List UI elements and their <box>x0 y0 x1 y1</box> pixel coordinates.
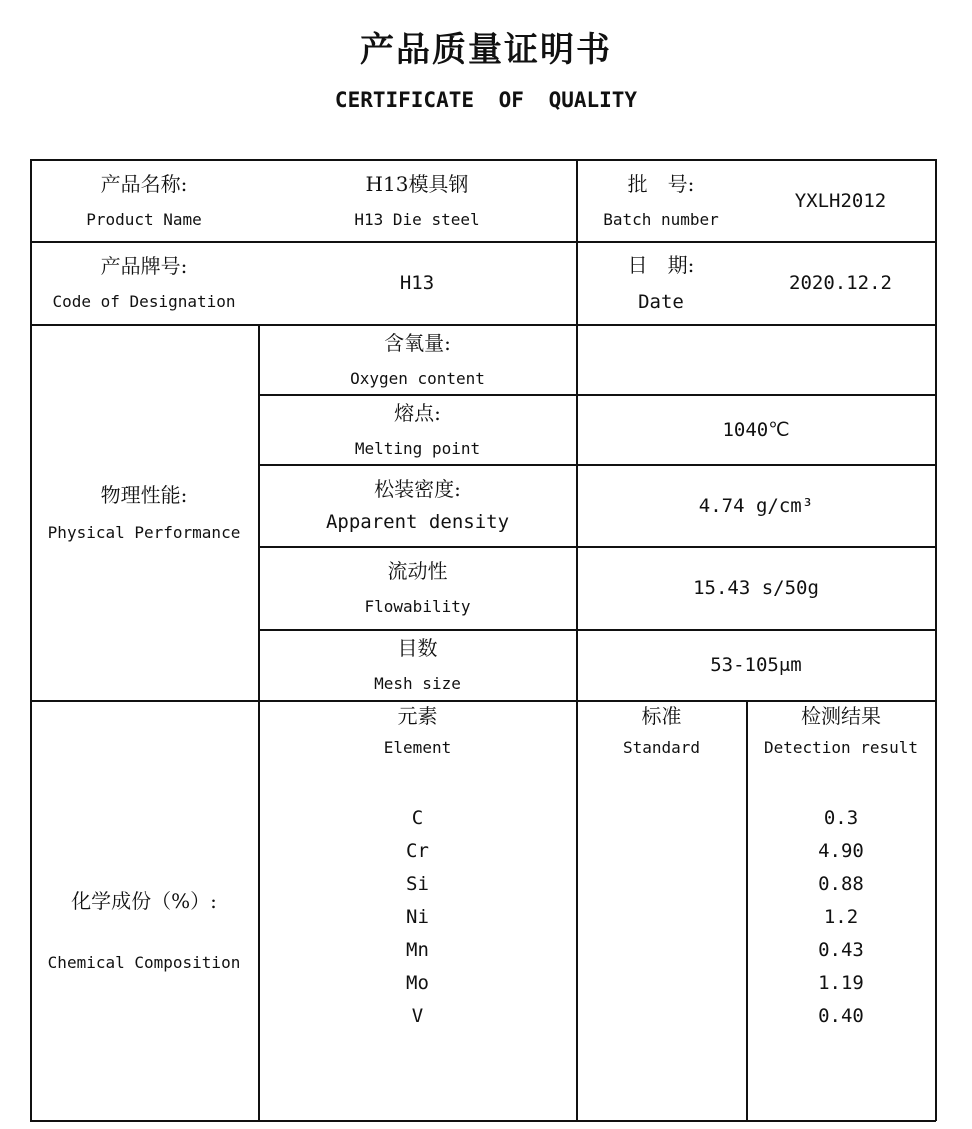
element-cell: Si <box>406 873 429 895</box>
date-label: 日 期: Date <box>627 252 695 313</box>
designation-value: H13 <box>399 272 435 294</box>
physical-performance-label: 物理性能: Physical Performance <box>47 482 241 542</box>
batch-number-value: YXLH2012 <box>794 189 887 212</box>
element-cell: Mn <box>406 939 429 961</box>
result-cell: 0.88 <box>818 873 864 895</box>
standard-header: 标准 Standard <box>622 704 701 757</box>
page-subtitle: CERTIFICATE OF QUALITY <box>334 88 638 112</box>
result-cell: 4.90 <box>818 840 864 862</box>
element-cell: V <box>411 1005 424 1027</box>
apparent-density-label: 松装密度: Apparent density <box>325 477 510 534</box>
date-value: 2020.12.2 <box>789 272 892 294</box>
result-cell: 0.40 <box>818 1005 864 1027</box>
flowability-label: 流动性 Flowability <box>364 559 471 617</box>
result-cell: 1.2 <box>823 906 859 928</box>
element-header: 元素 Element <box>383 704 452 757</box>
element-cell: Ni <box>406 906 429 928</box>
flowability-value: 15.43 s/50g <box>693 577 819 599</box>
batch-number-label: 批 号: Batch number <box>603 171 719 229</box>
element-cell: Cr <box>406 840 429 862</box>
melting-point-label: 熔点: Melting point <box>354 400 481 458</box>
product-name-label: 产品名称: Product Name <box>86 171 202 229</box>
result-cell: 0.43 <box>818 939 864 961</box>
melting-point-value: 1040℃ <box>722 418 790 441</box>
designation-label: 产品牌号: Code of Designation <box>52 254 236 312</box>
element-list <box>259 802 576 1033</box>
element-cell: C <box>411 807 424 829</box>
chemical-composition-label: 化学成份（%）: Chemical Composition <box>47 888 241 972</box>
apparent-density-value: 4.74 g/cm³ <box>698 494 814 517</box>
detection-result-header: 检测结果 Detection result <box>763 704 919 757</box>
product-name-value: H13模具钢 H13 Die steel <box>354 171 480 229</box>
result-cell: 0.3 <box>823 807 859 829</box>
element-cell: Mo <box>406 972 429 994</box>
mesh-size-label: 目数 Mesh size <box>374 636 461 694</box>
page-title: 产品质量证明书 <box>360 30 612 70</box>
result-cell: 1.19 <box>818 972 864 994</box>
result-list <box>747 802 935 1033</box>
oxygen-content-label: 含氧量: Oxygen content <box>350 330 485 388</box>
mesh-size-value: 53-105μm <box>710 654 802 676</box>
oxygen-content-value <box>577 325 935 394</box>
